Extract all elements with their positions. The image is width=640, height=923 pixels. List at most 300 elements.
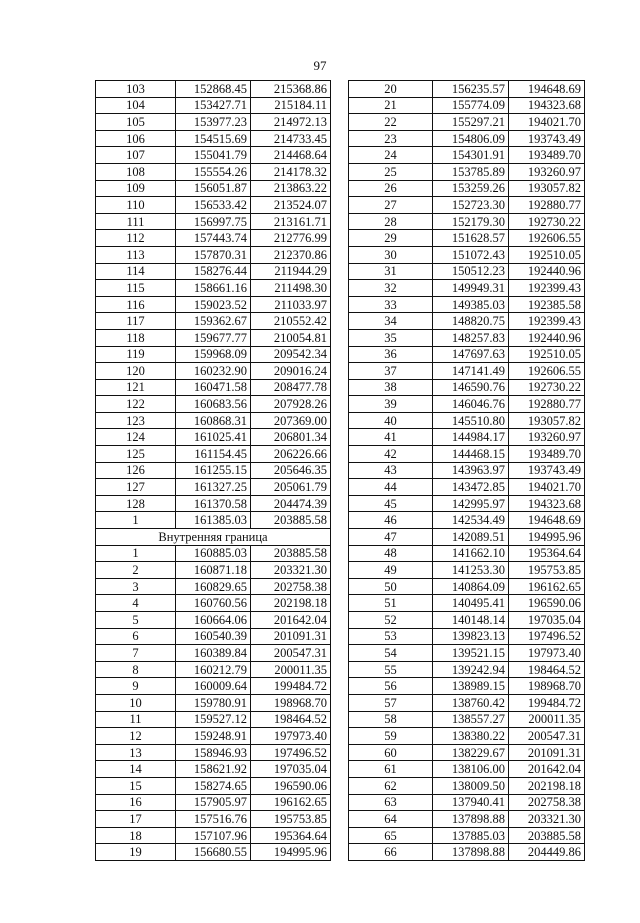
y-coordinate-cell: 211498.30: [251, 280, 331, 297]
table-row: [349, 429, 585, 446]
table-row: [96, 396, 331, 413]
y-coordinate-cell: 206801.34: [251, 429, 331, 446]
x-coordinate-cell: 144984.17: [433, 429, 509, 446]
y-coordinate-cell: 194648.69: [509, 512, 585, 529]
x-coordinate-cell: 160868.31: [176, 412, 251, 429]
point-number-cell: 21: [349, 97, 433, 114]
table-row: [96, 81, 331, 98]
table-row: [349, 612, 585, 629]
table-row: [96, 230, 331, 247]
x-coordinate-cell: 160540.39: [176, 628, 251, 645]
x-coordinate-cell: 138557.27: [433, 711, 509, 728]
table-row: [349, 163, 585, 180]
table-row: [96, 728, 331, 745]
point-number-cell: 13: [96, 744, 176, 761]
x-coordinate-cell: 156051.87: [176, 180, 251, 197]
point-number-cell: 60: [349, 744, 433, 761]
table-row: [96, 827, 331, 844]
y-coordinate-cell: 193260.97: [509, 429, 585, 446]
x-coordinate-cell: 154515.69: [176, 130, 251, 147]
table-row: [349, 844, 585, 861]
x-coordinate-cell: 147697.63: [433, 346, 509, 363]
y-coordinate-cell: 193057.82: [509, 412, 585, 429]
y-coordinate-cell: 194021.70: [509, 114, 585, 131]
x-coordinate-cell: 141662.10: [433, 545, 509, 562]
section-heading-cell: Внутренняя граница: [96, 529, 331, 546]
table-row: [349, 761, 585, 778]
y-coordinate-cell: 211944.29: [251, 263, 331, 280]
table-row: [96, 545, 331, 562]
point-number-cell: 66: [349, 844, 433, 861]
point-number-cell: 5: [96, 612, 176, 629]
point-number-cell: 53: [349, 628, 433, 645]
point-number-cell: 3: [96, 578, 176, 595]
point-number-cell: 39: [349, 396, 433, 413]
y-coordinate-cell: 197035.04: [251, 761, 331, 778]
y-coordinate-cell: 199484.72: [251, 678, 331, 695]
table-row: [349, 794, 585, 811]
y-coordinate-cell: 205646.35: [251, 462, 331, 479]
point-number-cell: 124: [96, 429, 176, 446]
point-number-cell: 1: [96, 512, 176, 529]
point-number-cell: 2: [96, 562, 176, 579]
x-coordinate-cell: 160471.58: [176, 379, 251, 396]
point-number-cell: 51: [349, 595, 433, 612]
table-row: [349, 495, 585, 512]
y-coordinate-cell: 198464.52: [251, 711, 331, 728]
x-coordinate-cell: 159677.77: [176, 329, 251, 346]
x-coordinate-cell: 138760.42: [433, 694, 509, 711]
point-number-cell: 10: [96, 694, 176, 711]
x-coordinate-cell: 140864.09: [433, 578, 509, 595]
x-coordinate-cell: 160664.06: [176, 612, 251, 629]
y-coordinate-cell: 202758.38: [251, 578, 331, 595]
y-coordinate-cell: 197496.52: [509, 628, 585, 645]
table-row: [96, 811, 331, 828]
table-row: [96, 329, 331, 346]
table-row: [349, 545, 585, 562]
x-coordinate-cell: 140495.41: [433, 595, 509, 612]
point-number-cell: 18: [96, 827, 176, 844]
y-coordinate-cell: 198464.52: [509, 661, 585, 678]
y-coordinate-cell: 194995.96: [251, 844, 331, 861]
point-number-cell: 11: [96, 711, 176, 728]
point-number-cell: 46: [349, 512, 433, 529]
point-number-cell: 4: [96, 595, 176, 612]
x-coordinate-cell: 137885.03: [433, 827, 509, 844]
x-coordinate-cell: 159362.67: [176, 313, 251, 330]
x-coordinate-cell: 146590.76: [433, 379, 509, 396]
table-row: [96, 794, 331, 811]
x-coordinate-cell: 161370.58: [176, 495, 251, 512]
point-number-cell: 24: [349, 147, 433, 164]
x-coordinate-cell: 159780.91: [176, 694, 251, 711]
x-coordinate-cell: 146046.76: [433, 396, 509, 413]
point-number-cell: 58: [349, 711, 433, 728]
x-coordinate-cell: 158274.65: [176, 777, 251, 794]
point-number-cell: 44: [349, 479, 433, 496]
y-coordinate-cell: 195364.64: [509, 545, 585, 562]
y-coordinate-cell: 192880.77: [509, 396, 585, 413]
table-row: [349, 777, 585, 794]
x-coordinate-cell: 137940.41: [433, 794, 509, 811]
x-coordinate-cell: 160885.03: [176, 545, 251, 562]
point-number-cell: 38: [349, 379, 433, 396]
table-left-body: [96, 81, 331, 861]
table-row: [349, 661, 585, 678]
table-row: [349, 147, 585, 164]
x-coordinate-cell: 160389.84: [176, 645, 251, 662]
table-row: [96, 711, 331, 728]
x-coordinate-cell: 148257.83: [433, 329, 509, 346]
x-coordinate-cell: 157107.96: [176, 827, 251, 844]
x-coordinate-cell: 156533.42: [176, 197, 251, 214]
y-coordinate-cell: 196590.06: [251, 777, 331, 794]
point-number-cell: 64: [349, 811, 433, 828]
table-row: [349, 645, 585, 662]
point-number-cell: 30: [349, 246, 433, 263]
table-row: [96, 529, 331, 546]
y-coordinate-cell: 205061.79: [251, 479, 331, 496]
point-number-cell: 59: [349, 728, 433, 745]
x-coordinate-cell: 161025.41: [176, 429, 251, 446]
point-number-cell: 45: [349, 495, 433, 512]
point-number-cell: 42: [349, 446, 433, 463]
table-row: [349, 280, 585, 297]
x-coordinate-cell: 142534.49: [433, 512, 509, 529]
x-coordinate-cell: 160009.64: [176, 678, 251, 695]
y-coordinate-cell: 201642.04: [509, 761, 585, 778]
y-coordinate-cell: 203885.58: [251, 545, 331, 562]
point-number-cell: 114: [96, 263, 176, 280]
y-coordinate-cell: 214178.32: [251, 163, 331, 180]
point-number-cell: 32: [349, 280, 433, 297]
table-row: [349, 827, 585, 844]
table-row: [349, 346, 585, 363]
y-coordinate-cell: 195364.64: [251, 827, 331, 844]
x-coordinate-cell: 152868.45: [176, 81, 251, 98]
y-coordinate-cell: 203885.58: [251, 512, 331, 529]
table-row: [96, 661, 331, 678]
table-row: [96, 694, 331, 711]
table-row: [96, 429, 331, 446]
point-number-cell: 126: [96, 462, 176, 479]
table-row: [349, 363, 585, 380]
y-coordinate-cell: 196162.65: [509, 578, 585, 595]
table-row: [349, 512, 585, 529]
x-coordinate-cell: 153259.26: [433, 180, 509, 197]
point-number-cell: 123: [96, 412, 176, 429]
x-coordinate-cell: 158276.44: [176, 263, 251, 280]
table-row: [349, 296, 585, 313]
point-number-cell: 119: [96, 346, 176, 363]
point-number-cell: 29: [349, 230, 433, 247]
table-row: [96, 678, 331, 695]
table-row: [349, 578, 585, 595]
table-row: [96, 280, 331, 297]
point-number-cell: 22: [349, 114, 433, 131]
table-row: [349, 678, 585, 695]
point-number-cell: 56: [349, 678, 433, 695]
x-coordinate-cell: 138106.00: [433, 761, 509, 778]
table-row: [96, 197, 331, 214]
x-coordinate-cell: 138009.50: [433, 777, 509, 794]
y-coordinate-cell: 214972.13: [251, 114, 331, 131]
y-coordinate-cell: 214733.45: [251, 130, 331, 147]
coordinates-table-left: [95, 80, 331, 861]
x-coordinate-cell: 140148.14: [433, 612, 509, 629]
point-number-cell: 47: [349, 529, 433, 546]
x-coordinate-cell: 160871.18: [176, 562, 251, 579]
y-coordinate-cell: 204449.86: [509, 844, 585, 861]
table-row: [96, 296, 331, 313]
table-row: [96, 163, 331, 180]
y-coordinate-cell: 200011.35: [509, 711, 585, 728]
table-row: [96, 446, 331, 463]
table-row: [349, 628, 585, 645]
point-number-cell: 115: [96, 280, 176, 297]
point-number-cell: 63: [349, 794, 433, 811]
y-coordinate-cell: 192440.96: [509, 263, 585, 280]
x-coordinate-cell: 143963.97: [433, 462, 509, 479]
y-coordinate-cell: 208477.78: [251, 379, 331, 396]
point-number-cell: 27: [349, 197, 433, 214]
point-number-cell: 52: [349, 612, 433, 629]
table-row: [96, 562, 331, 579]
table-row: [349, 479, 585, 496]
point-number-cell: 40: [349, 412, 433, 429]
x-coordinate-cell: 158946.93: [176, 744, 251, 761]
x-coordinate-cell: 159023.52: [176, 296, 251, 313]
y-coordinate-cell: 192399.43: [509, 313, 585, 330]
y-coordinate-cell: 194021.70: [509, 479, 585, 496]
y-coordinate-cell: 203321.30: [509, 811, 585, 828]
y-coordinate-cell: 203321.30: [251, 562, 331, 579]
point-number-cell: 20: [349, 81, 433, 98]
x-coordinate-cell: 157516.76: [176, 811, 251, 828]
x-coordinate-cell: 155041.79: [176, 147, 251, 164]
x-coordinate-cell: 148820.75: [433, 313, 509, 330]
table-row: [349, 446, 585, 463]
x-coordinate-cell: 158661.16: [176, 280, 251, 297]
table-row: [349, 313, 585, 330]
y-coordinate-cell: 192510.05: [509, 246, 585, 263]
y-coordinate-cell: 193743.49: [509, 462, 585, 479]
x-coordinate-cell: 153785.89: [433, 163, 509, 180]
y-coordinate-cell: 209542.34: [251, 346, 331, 363]
point-number-cell: 121: [96, 379, 176, 396]
x-coordinate-cell: 161154.45: [176, 446, 251, 463]
x-coordinate-cell: 139521.15: [433, 645, 509, 662]
point-number-cell: 35: [349, 329, 433, 346]
point-number-cell: 104: [96, 97, 176, 114]
point-number-cell: 54: [349, 645, 433, 662]
y-coordinate-cell: 193743.49: [509, 130, 585, 147]
y-coordinate-cell: 194648.69: [509, 81, 585, 98]
y-coordinate-cell: 195753.85: [251, 811, 331, 828]
y-coordinate-cell: 197973.40: [509, 645, 585, 662]
x-coordinate-cell: 141253.30: [433, 562, 509, 579]
point-number-cell: 48: [349, 545, 433, 562]
y-coordinate-cell: 211033.97: [251, 296, 331, 313]
table-row: [96, 628, 331, 645]
y-coordinate-cell: 192510.05: [509, 346, 585, 363]
x-coordinate-cell: 157870.31: [176, 246, 251, 263]
point-number-cell: 33: [349, 296, 433, 313]
point-number-cell: 25: [349, 163, 433, 180]
y-coordinate-cell: 195753.85: [509, 562, 585, 579]
x-coordinate-cell: 159968.09: [176, 346, 251, 363]
y-coordinate-cell: 192606.55: [509, 363, 585, 380]
x-coordinate-cell: 161385.03: [176, 512, 251, 529]
table-row: [349, 130, 585, 147]
point-number-cell: 26: [349, 180, 433, 197]
table-row: [96, 595, 331, 612]
x-coordinate-cell: 152723.30: [433, 197, 509, 214]
point-number-cell: 7: [96, 645, 176, 662]
x-coordinate-cell: 142089.51: [433, 529, 509, 546]
y-coordinate-cell: 207369.00: [251, 412, 331, 429]
point-number-cell: 57: [349, 694, 433, 711]
y-coordinate-cell: 206226.66: [251, 446, 331, 463]
point-number-cell: 28: [349, 213, 433, 230]
y-coordinate-cell: 214468.64: [251, 147, 331, 164]
point-number-cell: 17: [96, 811, 176, 828]
table-row: [349, 694, 585, 711]
table-row: [349, 379, 585, 396]
y-coordinate-cell: 209016.24: [251, 363, 331, 380]
coordinates-table-right: [348, 80, 585, 861]
y-coordinate-cell: 210054.81: [251, 329, 331, 346]
y-coordinate-cell: 193489.70: [509, 446, 585, 463]
point-number-cell: 111: [96, 213, 176, 230]
table-row: [349, 213, 585, 230]
table-row: [96, 462, 331, 479]
table-row: [96, 180, 331, 197]
x-coordinate-cell: 137898.88: [433, 844, 509, 861]
table-row: [349, 114, 585, 131]
point-number-cell: 50: [349, 578, 433, 595]
x-coordinate-cell: 155554.26: [176, 163, 251, 180]
point-number-cell: 9: [96, 678, 176, 695]
y-coordinate-cell: 193489.70: [509, 147, 585, 164]
point-number-cell: 55: [349, 661, 433, 678]
table-row: [96, 246, 331, 263]
point-number-cell: 127: [96, 479, 176, 496]
table-row: [96, 114, 331, 131]
y-coordinate-cell: 192730.22: [509, 213, 585, 230]
point-number-cell: 125: [96, 446, 176, 463]
table-row: [349, 595, 585, 612]
y-coordinate-cell: 203885.58: [509, 827, 585, 844]
point-number-cell: 41: [349, 429, 433, 446]
table-row: [349, 81, 585, 98]
y-coordinate-cell: 194323.68: [509, 97, 585, 114]
point-number-cell: 113: [96, 246, 176, 263]
point-number-cell: 116: [96, 296, 176, 313]
point-number-cell: 62: [349, 777, 433, 794]
table-row: [349, 462, 585, 479]
x-coordinate-cell: 139242.94: [433, 661, 509, 678]
y-coordinate-cell: 213161.71: [251, 213, 331, 230]
x-coordinate-cell: 156997.75: [176, 213, 251, 230]
x-coordinate-cell: 155297.21: [433, 114, 509, 131]
point-number-cell: 16: [96, 794, 176, 811]
point-number-cell: 8: [96, 661, 176, 678]
x-coordinate-cell: 142995.97: [433, 495, 509, 512]
x-coordinate-cell: 156235.57: [433, 81, 509, 98]
x-coordinate-cell: 145510.80: [433, 412, 509, 429]
point-number-cell: 12: [96, 728, 176, 745]
table-row: [349, 562, 585, 579]
y-coordinate-cell: 192606.55: [509, 230, 585, 247]
y-coordinate-cell: 192385.58: [509, 296, 585, 313]
table-row: [349, 97, 585, 114]
x-coordinate-cell: 158621.92: [176, 761, 251, 778]
point-number-cell: 14: [96, 761, 176, 778]
x-coordinate-cell: 160829.65: [176, 578, 251, 595]
point-number-cell: 49: [349, 562, 433, 579]
y-coordinate-cell: 192440.96: [509, 329, 585, 346]
y-coordinate-cell: 200011.35: [251, 661, 331, 678]
point-number-cell: 122: [96, 396, 176, 413]
y-coordinate-cell: 198968.70: [251, 694, 331, 711]
x-coordinate-cell: 159527.12: [176, 711, 251, 728]
y-coordinate-cell: 192730.22: [509, 379, 585, 396]
table-row: [96, 263, 331, 280]
point-number-cell: 103: [96, 81, 176, 98]
y-coordinate-cell: 200547.31: [509, 728, 585, 745]
x-coordinate-cell: 154301.91: [433, 147, 509, 164]
x-coordinate-cell: 155774.09: [433, 97, 509, 114]
y-coordinate-cell: 198968.70: [509, 678, 585, 695]
y-coordinate-cell: 192399.43: [509, 280, 585, 297]
table-row: [349, 728, 585, 745]
point-number-cell: 128: [96, 495, 176, 512]
point-number-cell: 43: [349, 462, 433, 479]
y-coordinate-cell: 212370.86: [251, 246, 331, 263]
point-number-cell: 107: [96, 147, 176, 164]
table-row: [349, 263, 585, 280]
x-coordinate-cell: 151628.57: [433, 230, 509, 247]
table-row: [96, 379, 331, 396]
point-number-cell: 108: [96, 163, 176, 180]
y-coordinate-cell: 201091.31: [251, 628, 331, 645]
point-number-cell: 1: [96, 545, 176, 562]
point-number-cell: 36: [349, 346, 433, 363]
y-coordinate-cell: 194995.96: [509, 529, 585, 546]
y-coordinate-cell: 215184.11: [251, 97, 331, 114]
point-number-cell: 19: [96, 844, 176, 861]
table-row: [96, 479, 331, 496]
point-number-cell: 15: [96, 777, 176, 794]
table-row: [96, 777, 331, 794]
table-row: [349, 744, 585, 761]
x-coordinate-cell: 157905.97: [176, 794, 251, 811]
x-coordinate-cell: 138380.22: [433, 728, 509, 745]
table-row: [96, 512, 331, 529]
y-coordinate-cell: 194323.68: [509, 495, 585, 512]
point-number-cell: 112: [96, 230, 176, 247]
y-coordinate-cell: 215368.86: [251, 81, 331, 98]
x-coordinate-cell: 144468.15: [433, 446, 509, 463]
point-number-cell: 120: [96, 363, 176, 380]
point-number-cell: 6: [96, 628, 176, 645]
x-coordinate-cell: 160683.56: [176, 396, 251, 413]
point-number-cell: 106: [96, 130, 176, 147]
y-coordinate-cell: 197496.52: [251, 744, 331, 761]
x-coordinate-cell: 151072.43: [433, 246, 509, 263]
